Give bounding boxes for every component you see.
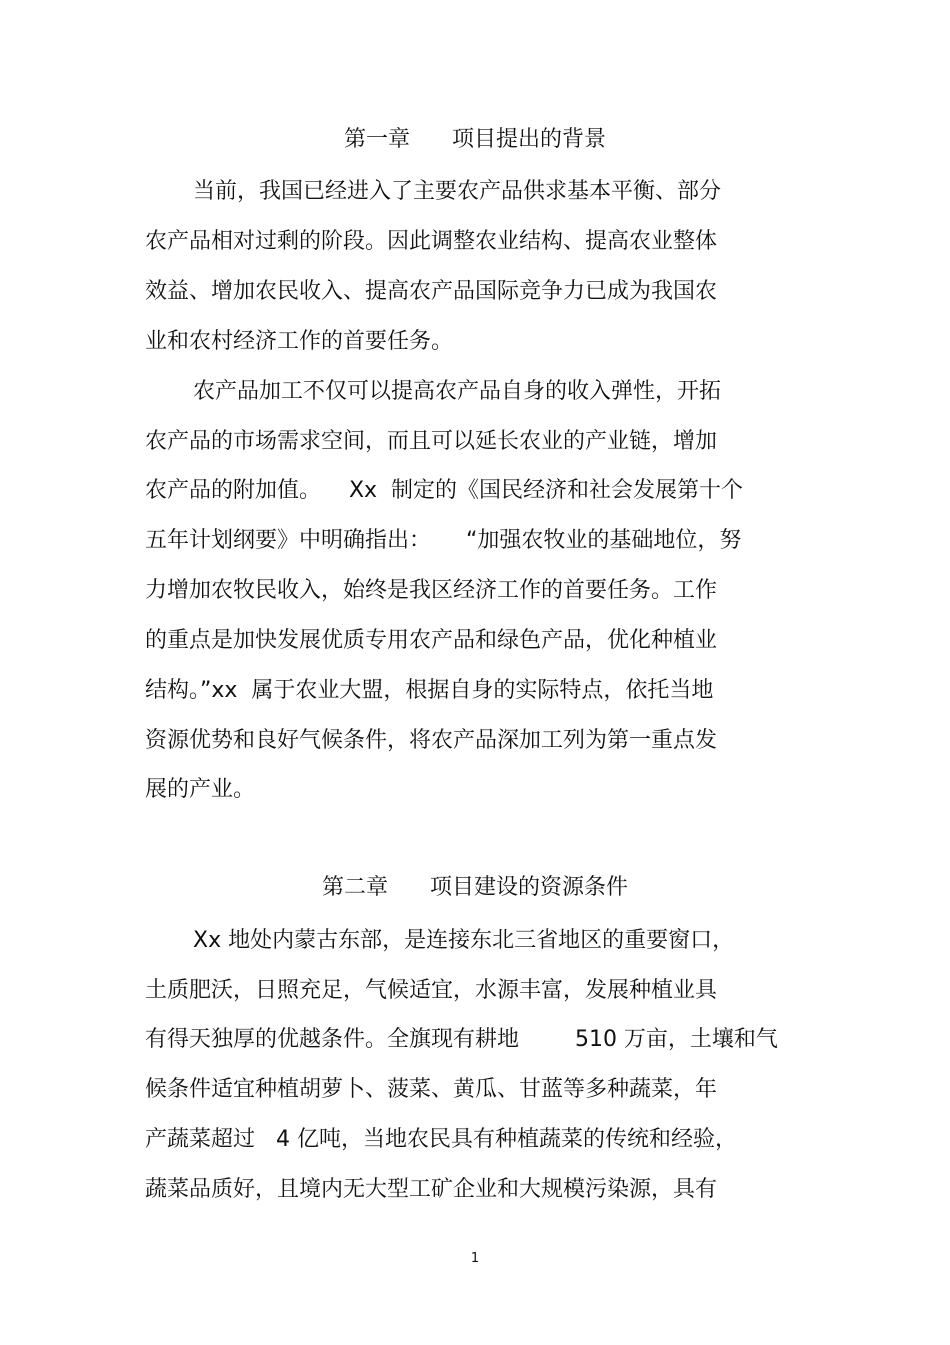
chapter-1-line: 力增加农牧民收入，始终是我区经济工作的首要任务。工作 [145,578,718,603]
chapter-2-line: 有得天独厚的优越条件。全旗现有耕地 510 万亩，土壤和气 [145,1027,778,1052]
chapter-1-line: 展的产业。 [145,777,256,802]
chapter-1-line: 农产品相对过剩的阶段。因此调整农业结构、提高农业整体 [145,229,718,254]
chapter-1-line: 农产品的市场需求空间，而且可以延长农业的产业链，增加 [145,429,718,454]
chapter-2-line: Xx 地处内蒙古东部，是连接东北三省地区的重要窗口， [193,928,735,953]
chapter-1-line: 业和农村经济工作的首要任务。 [145,329,454,354]
chapter-1-title: 第一章 项目提出的背景 [344,127,606,152]
chapter-2-line: 候条件适宜种植胡萝卜、菠菜、黄瓜、甘蓝等多种蔬菜，年 [145,1077,718,1102]
page-number: 1 [470,1251,480,1266]
chapter-1-line: 五年计划纲要》中明确指出： “加强农牧业的基础地位，努 [145,528,742,553]
chapter-1-line: 当前，我国已经进入了主要农产品供求基本平衡、部分 [193,179,722,204]
chapter-1-line: 资源优势和良好气候条件，将农产品深加工列为第一重点发 [145,728,718,753]
chapter-2-line: 蔬菜品质好，且境内无大型工矿企业和大规模污染源，具有 [145,1177,718,1202]
chapter-2-line: 土质肥沃，日照充足，气候适宜，水源丰富，发展种植业具 [145,978,718,1003]
chapter-1-line: 农产品加工不仅可以提高农产品自身的收入弹性，开拓 [193,379,722,404]
chapter-1-line: 的重点是加快发展优质专用农产品和绿色产品，优化种植业 [145,628,718,653]
chapter-2-title: 第二章 项目建设的资源条件 [322,875,628,900]
chapter-2-line: 产蔬菜超过 4 亿吨，当地农民具有种植蔬菜的传统和经验， [145,1127,737,1152]
chapter-1-line: 结构。”xx 属于农业大盟，根据自身的实际特点，依托当地 [145,678,714,703]
chapter-1-line: 农产品的附加值。 Xx 制定的《国民经济和社会发展第十个 [145,478,744,503]
chapter-1-line: 效益、增加农民收入、提高农产品国际竞争力已成为我国农 [145,279,718,304]
